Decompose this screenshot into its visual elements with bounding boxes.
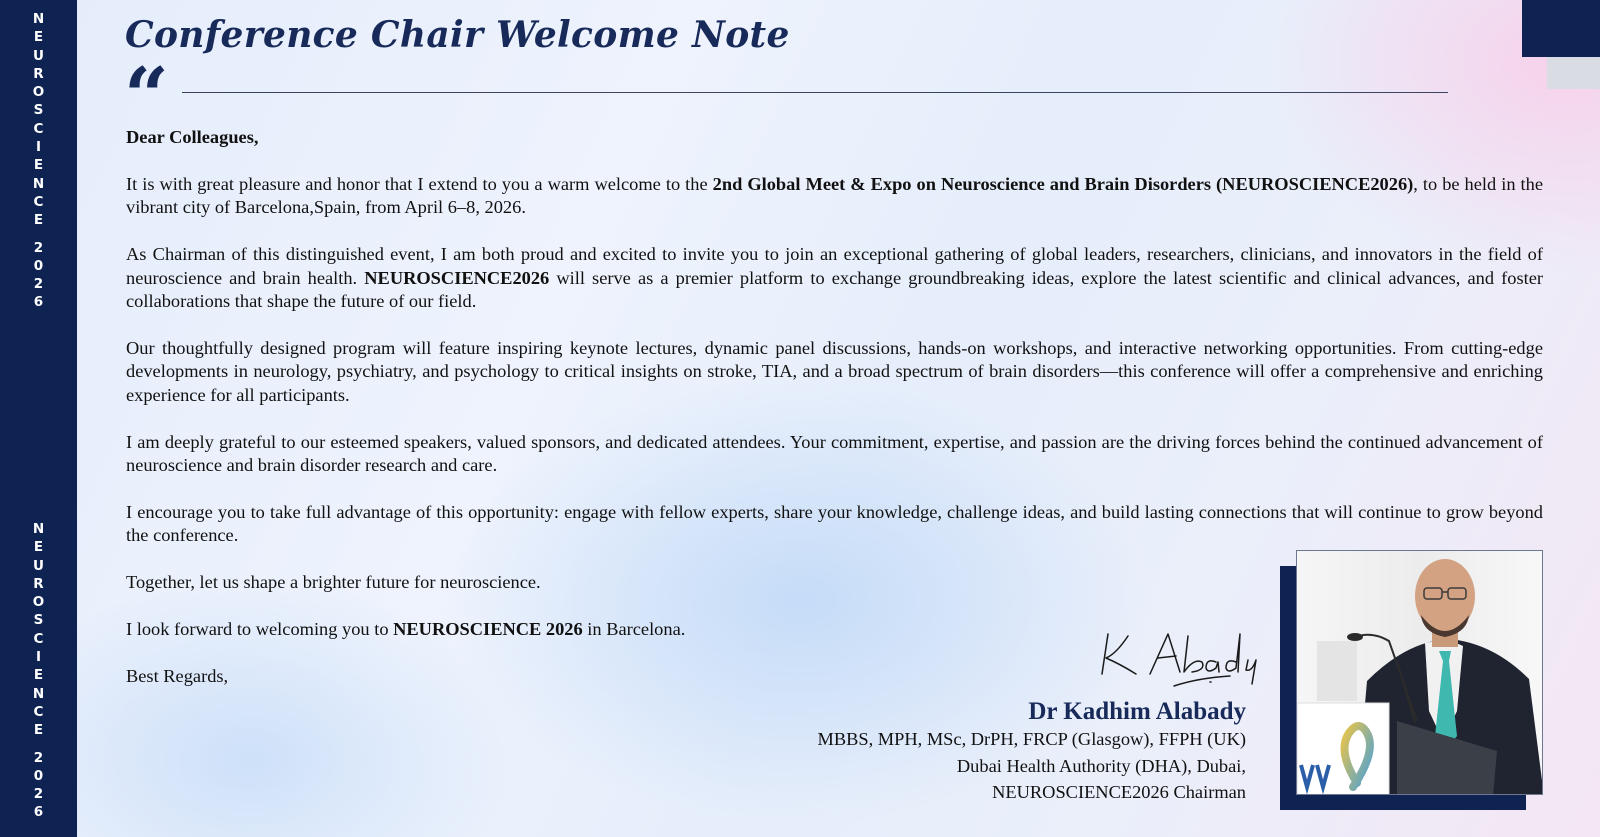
sidebar-letter: E — [33, 722, 44, 739]
sidebar-letter: N — [32, 175, 45, 192]
sidebar-letter: S — [33, 612, 44, 629]
sidebar-letter: C — [33, 703, 44, 720]
signer-name: Dr Kadhim Alabady — [1028, 698, 1246, 725]
signer-block — [817, 697, 1246, 806]
sidebar-letter: 2 — [33, 239, 44, 256]
sidebar-letter: N — [32, 685, 45, 702]
divider — [182, 92, 1448, 93]
sidebar-letter: 6 — [33, 294, 44, 311]
paragraph-4: I am deeply grateful to our esteemed speakers, valued sponsors, and dedicated attendees. Your commitment, expertise, and passion are the driving forces behind the continued advancement of neuroscience and brain disorder research and care. — [126, 431, 1543, 476]
sidebar-letter: C — [33, 120, 44, 137]
handwritten-signature — [1098, 628, 1258, 690]
sidebar-letter: E — [33, 539, 44, 556]
sidebar-letter: U — [33, 47, 44, 64]
sidebar-letter: N — [32, 521, 45, 537]
paragraph-5: I encourage you to take full advantage of this opportunity: engage with fellow experts, share your knowledge, challenge ideas, and build lasting connections that will continue to grow beyond the conference. — [126, 501, 1543, 546]
chairman-photo — [1296, 550, 1543, 795]
sidebar-letter: 2 — [33, 786, 44, 803]
sidebar-letter: O — [32, 84, 45, 101]
signer-role: NEUROSCIENCE2026 Chairman — [992, 782, 1246, 802]
signer-affiliation: Dubai Health Authority (DHA), Dubai, — [956, 755, 1246, 776]
sidebar-letter: E — [33, 667, 44, 684]
paragraph-2-tail: will serve as a premier platform to exchange groundbreaking ideas, explore the latest scientific and clinical advances, and foster collaborations that shape the future of our field. — [126, 267, 1543, 312]
conference-full-name: 2nd Global Meet & Expo on Neuroscience and Brain Disorders (NEUROSCIENCE2026) — [712, 173, 1414, 194]
sidebar-letter: E — [33, 157, 44, 174]
sidebar-letter: R — [33, 65, 44, 82]
sidebar-letter: C — [33, 630, 44, 647]
sidebar-letter: I — [35, 649, 42, 666]
paragraph-3: Our thoughtfully designed program will feature inspiring keynote lectures, dynamic panel discussions, hands-on workshops, and interactive networking opportunities. From cutting-edge developments in neurology, psychiatry, and psychology to critical insights on stroke, TIA, and a broad spectrum of brain disorders—this conference will offer a comprehensive and enriching experience for all participants. — [126, 337, 1543, 405]
paragraph-7-tail: in Barcelona. — [582, 619, 686, 640]
conference-short-name: NEUROSCIENCE2026 — [364, 267, 550, 288]
paragraph-2-text: As Chairman of this distinguished event, I am both proud and excited to invite you to join an exceptional gathering of global leaders, researchers, clinicians, and innovators in the field of neuroscience and brain health. — [126, 244, 1543, 288]
paragraph-1-text: It is with great pleasure and honor that I extend to you a warm welcome to the — [126, 173, 713, 194]
sidebar-letter: N — [32, 11, 45, 27]
sidebar-letter: 0 — [33, 257, 44, 274]
sidebar-letter: O — [32, 594, 45, 611]
sidebar-letter: 6 — [33, 804, 44, 821]
sidebar-letter: U — [33, 557, 44, 574]
sidebar-vertical-text-top — [0, 10, 77, 312]
page-title: Conference Chair Welcome Note — [125, 14, 790, 56]
sidebar-letter: 2 — [33, 276, 44, 293]
sidebar-letter: C — [33, 193, 44, 210]
corner-accent-navy — [1522, 0, 1600, 57]
corner-accent-gray — [1547, 57, 1600, 89]
conference-event-name: NEUROSCIENCE 2026 — [393, 619, 583, 640]
quote-icon: “ — [124, 51, 169, 142]
paragraph-7-text: I look forward to welcoming you to — [126, 619, 394, 640]
sidebar-letter: E — [33, 29, 44, 46]
signer-credentials: MBBS, MPH, MSc, DrPH, FRCP (Glasgow), FFPH (UK) — [817, 729, 1246, 749]
sidebar-letter: E — [33, 212, 44, 229]
sidebar-letter: I — [35, 139, 42, 156]
salutation: Dear Colleagues, — [126, 127, 259, 147]
paragraph-2 — [126, 243, 1543, 313]
sidebar-letter: R — [33, 575, 44, 592]
paragraph-1-tail: , to be held in the vibrant city of Barcelona,Spain, from April 6–8, 2026. — [126, 173, 1544, 218]
sidebar-letter: S — [33, 102, 44, 119]
closing: Best Regards, — [126, 666, 229, 687]
paragraph-6: Together, let us shape a brighter future for neuroscience. — [126, 572, 541, 593]
sidebar-letter: 0 — [33, 767, 44, 784]
sidebar-letter: 2 — [33, 749, 44, 766]
sidebar-vertical-text-bottom — [0, 520, 77, 822]
paragraph-1 — [126, 173, 1543, 220]
sidebar — [0, 0, 77, 837]
